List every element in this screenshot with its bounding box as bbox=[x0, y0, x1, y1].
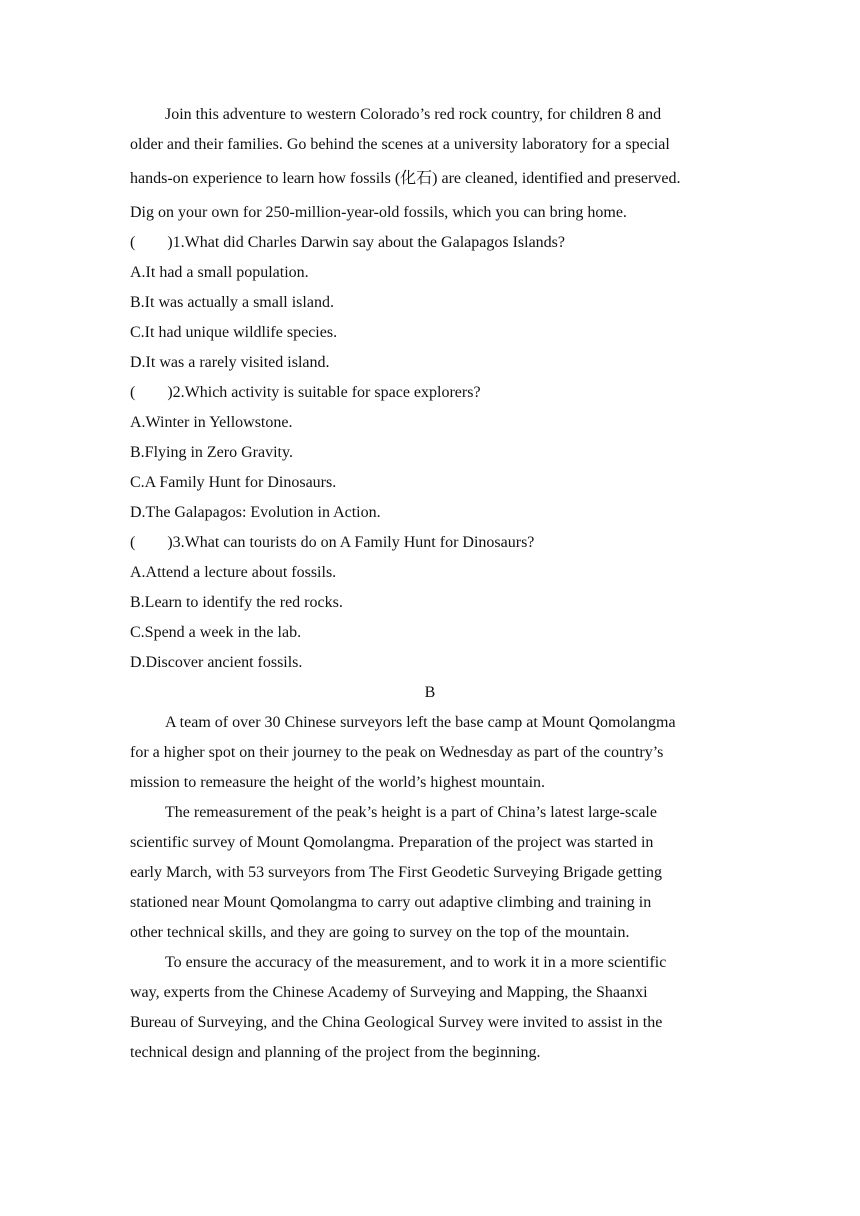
option-b: B.Flying in Zero Gravity. bbox=[130, 444, 293, 461]
option-b: B.It was actually a small island. bbox=[130, 294, 334, 311]
option-b: B.Learn to identify the red rocks. bbox=[130, 594, 343, 611]
question-2 bbox=[130, 378, 730, 528]
text-line: scientific survey of Mount Qomolangma. Preparation of the project was started in bbox=[130, 834, 654, 851]
question-3 bbox=[130, 528, 730, 678]
option-a: A.Attend a lecture about fossils. bbox=[130, 564, 337, 581]
option-d: D.Discover ancient fossils. bbox=[130, 654, 303, 671]
question-stem: ( )2.Which activity is suitable for space explorers? bbox=[130, 384, 481, 401]
text-line: Join this adventure to western Colorado’s red rock country, for children 8 and bbox=[165, 106, 662, 123]
text-line: way, experts from the Chinese Academy of Surveying and Mapping, the Shaanxi bbox=[130, 984, 648, 1001]
section-b-paragraph-1 bbox=[130, 708, 730, 798]
document-page bbox=[130, 100, 730, 1068]
text-line: The remeasurement of the peak’s height is a part of China’s latest large-scale bbox=[165, 804, 657, 821]
option-c: C.It had unique wildlife species. bbox=[130, 324, 338, 341]
option-c: C.Spend a week in the lab. bbox=[130, 624, 302, 641]
text-line: technical design and planning of the project from the beginning. bbox=[130, 1044, 541, 1061]
text-line: Dig on your own for 250-million-year-old fossils, which you can bring home. bbox=[130, 204, 627, 221]
option-a: A.It had a small population. bbox=[130, 264, 309, 281]
text-line: hands-on experience to learn how fossils (化石) are cleaned, identified and preserved. bbox=[130, 170, 681, 187]
text-line: early March, with 53 surveyors from The First Geodetic Surveying Brigade getting bbox=[130, 864, 663, 881]
passage-a-paragraph bbox=[130, 100, 730, 228]
text-line: stationed near Mount Qomolangma to carry out adaptive climbing and training in bbox=[130, 894, 652, 911]
text-line: other technical skills, and they are going to survey on the top of the mountain. bbox=[130, 924, 630, 941]
text-line: A team of over 30 Chinese surveyors left the base camp at Mount Qomolangma bbox=[165, 714, 676, 731]
text-line: for a higher spot on their journey to the peak on Wednesday as part of the country’s bbox=[130, 744, 664, 761]
option-d: D.The Galapagos: Evolution in Action. bbox=[130, 504, 381, 521]
question-1 bbox=[130, 228, 730, 378]
section-heading: B bbox=[424, 684, 436, 701]
text-line: mission to remeasure the height of the world’s highest mountain. bbox=[130, 774, 546, 791]
text-line: Bureau of Surveying, and the China Geological Survey were invited to assist in the bbox=[130, 1014, 663, 1031]
option-c: C.A Family Hunt for Dinosaurs. bbox=[130, 474, 337, 491]
section-b-paragraph-3 bbox=[130, 948, 730, 1068]
question-stem: ( )1.What did Charles Darwin say about the Galapagos Islands? bbox=[130, 234, 565, 251]
text-line: To ensure the accuracy of the measurement, and to work it in a more scientific bbox=[165, 954, 667, 971]
section-b-paragraph-2 bbox=[130, 798, 730, 948]
option-a: A.Winter in Yellowstone. bbox=[130, 414, 293, 431]
option-d: D.It was a rarely visited island. bbox=[130, 354, 330, 371]
question-stem: ( )3.What can tourists do on A Family Hunt for Dinosaurs? bbox=[130, 534, 535, 551]
text-line: older and their families. Go behind the scenes at a university laboratory for a special bbox=[130, 136, 670, 153]
